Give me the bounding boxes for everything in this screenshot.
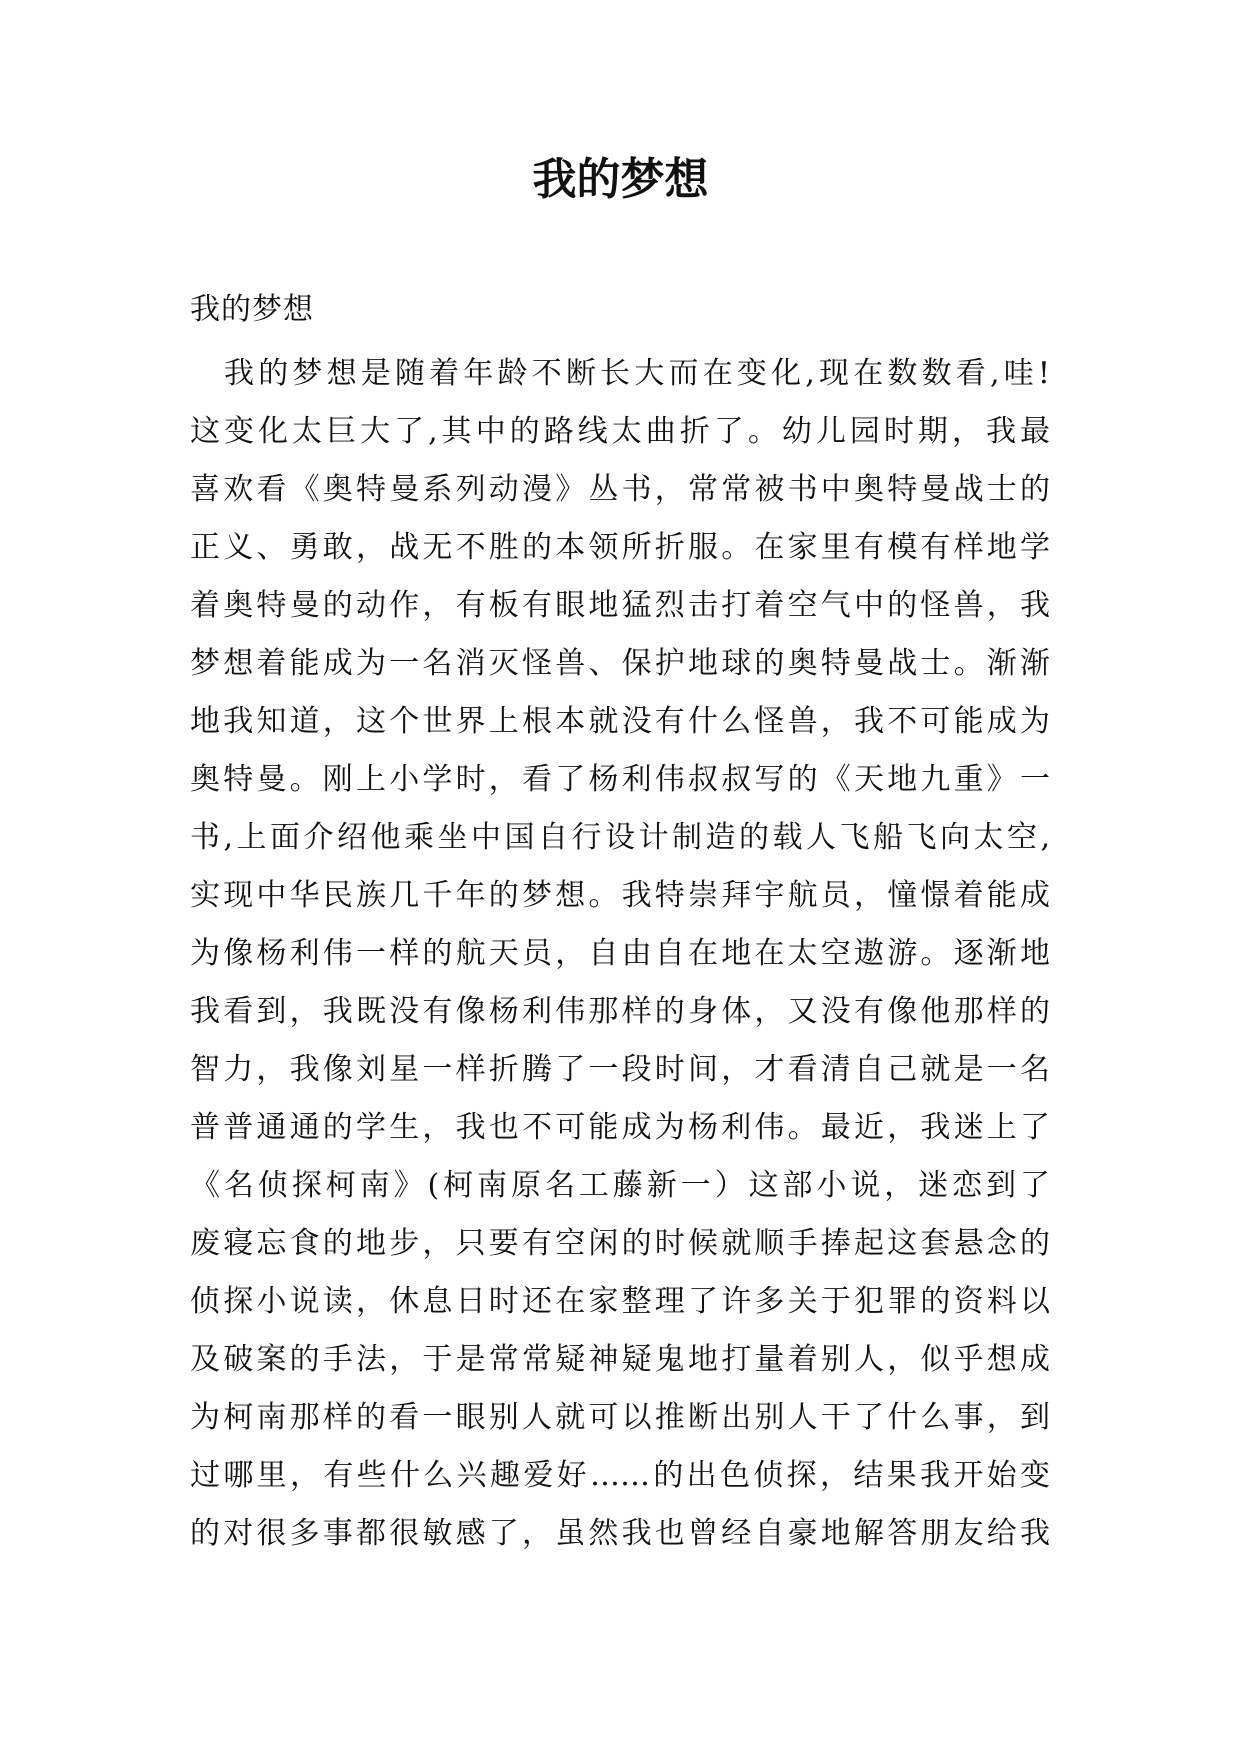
text-line: 为像杨利伟一样的航天员，自由自在地在太空遨游。逐渐地 (190, 936, 1050, 971)
text-line: 的对很多事都很敏感了，虽然我也曾经自豪地解答朋友给我 (190, 1516, 1050, 1551)
text-line: 普普通通的学生，我也不可能成为杨利伟。最近，我迷上了 (190, 1110, 1050, 1145)
text-line: 智力，我像刘星一样折腾了一段时间，才看清自己就是一名 (190, 1052, 1050, 1087)
text-line: 梦想着能成为一名消灭怪兽、保护地球的奥特曼战士。渐渐 (190, 646, 1050, 681)
text-line: 《名侦探柯南》(柯南原名工藤新一）这部小说，迷恋到了 (190, 1168, 1050, 1203)
text-line: 我看到，我既没有像杨利伟那样的身体，又没有像他那样的 (190, 994, 1050, 1029)
body-paragraph (190, 345, 1050, 1563)
text-line: 正义、勇敢，战无不胜的本领所折服。在家里有模有样地学 (190, 530, 1050, 565)
text-line: 过哪里，有些什么兴趣爱好……的出色侦探，结果我开始变 (190, 1458, 1050, 1493)
text-line: 为柯南那样的看一眼别人就可以推断出别人干了什么事，到 (190, 1400, 1050, 1435)
document-title: 我的梦想 (532, 154, 709, 205)
text-line: 书,上面介绍他乘坐中国自行设计制造的载人飞船飞向太空, (190, 820, 1050, 855)
text-line: 奥特曼。刚上小学时，看了杨利伟叔叔写的《天地九重》一 (190, 762, 1050, 797)
text-line: 废寝忘食的地步，只要有空闲的时候就顺手捧起这套悬念的 (190, 1226, 1050, 1261)
text-line: 及破案的手法，于是常常疑神疑鬼地打量着别人，似乎想成 (190, 1342, 1050, 1377)
document-subtitle: 我的梦想 (190, 292, 314, 327)
text-line: 喜欢看《奥特曼系列动漫》丛书，常常被书中奥特曼战士的 (190, 472, 1050, 507)
text-line: 我的梦想是随着年龄不断长大而在变化,现在数数看,哇! (224, 356, 1050, 391)
text-line: 侦探小说读，休息日时还在家整理了许多关于犯罪的资料以 (190, 1284, 1050, 1319)
text-line: 实现中华民族几千年的梦想。我特崇拜宇航员，憧憬着能成 (190, 878, 1050, 913)
text-line: 着奥特曼的动作，有板有眼地猛烈击打着空气中的怪兽，我 (190, 588, 1050, 623)
text-line: 地我知道，这个世界上根本就没有什么怪兽，我不可能成为 (190, 704, 1050, 739)
text-line: 这变化太巨大了,其中的路线太曲折了。幼儿园时期，我最 (190, 414, 1050, 449)
